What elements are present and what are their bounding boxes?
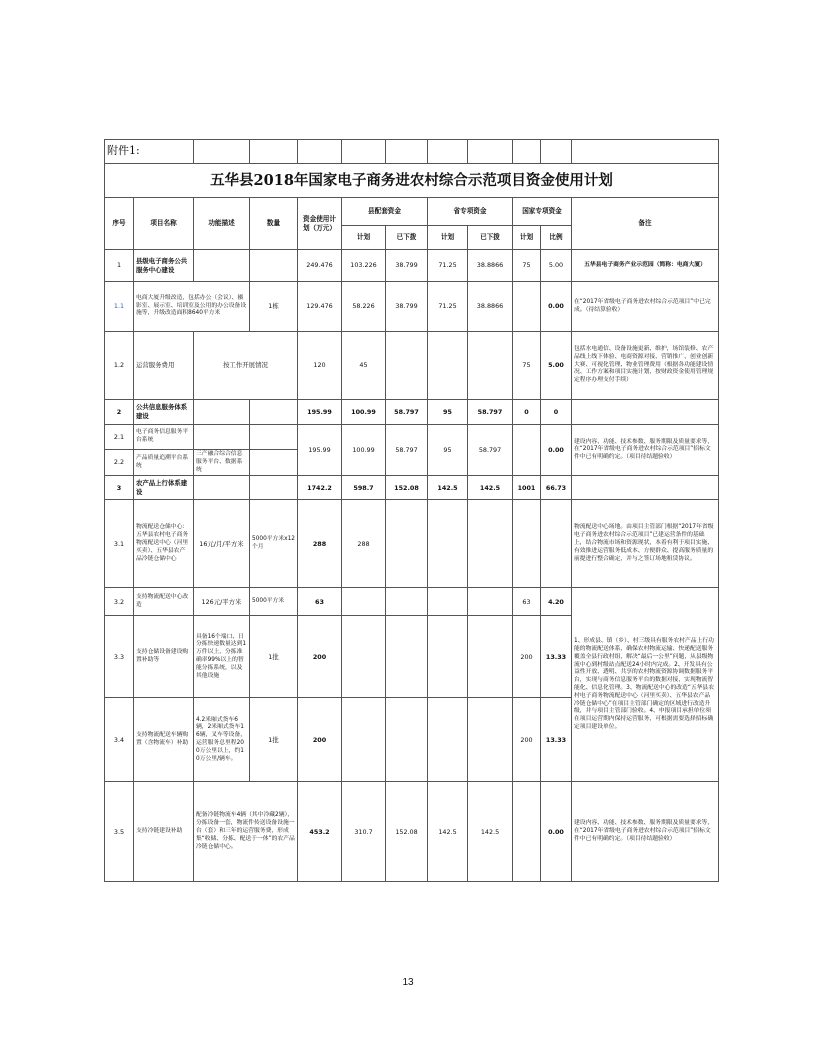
cell-prov-paid: 142.5 xyxy=(468,476,513,500)
cell-county-plan: 598.7 xyxy=(342,476,386,500)
cell-seq: 3.4 xyxy=(105,698,134,782)
table-row xyxy=(105,400,719,425)
cell-nat-plan: 1001 xyxy=(513,476,541,500)
cell-budget: 249.476 xyxy=(298,250,342,282)
cell-budget: 195.99 xyxy=(298,400,342,425)
cell-county-paid: 38.799 xyxy=(386,250,428,282)
cell-ratio: 13.33 xyxy=(541,616,572,698)
cell-county-plan: 310.7 xyxy=(342,782,386,882)
cell-prov-plan: 142.5 xyxy=(428,476,468,500)
cell-prov-paid xyxy=(468,500,513,588)
cell-note: 五华县电子商务产业示范园（简称：电商大厦） xyxy=(572,250,719,282)
cell-name: 物流配送仓储中心：五华县农村电子商务物流配送中心（河里买卖）、五华县农产品冷链仓储中心 xyxy=(134,500,194,588)
header-qty: 数量 xyxy=(250,198,298,250)
title-row xyxy=(105,164,719,198)
cell-name: 县级电子商务公共服务中心建设 xyxy=(134,250,194,282)
header-county-paid: 已下拨 xyxy=(386,226,428,250)
cell-note: 在“2017年省级电子商务进农村综合示范项目”中已完成。（待结算验收） xyxy=(572,282,719,332)
cell-county-paid xyxy=(386,332,428,400)
cell-seq: 3 xyxy=(105,476,134,500)
header-name: 项目名称 xyxy=(134,198,194,250)
cell-budget: 1742.2 xyxy=(298,476,342,500)
cell-nat-plan: 75 xyxy=(513,250,541,282)
cell-nat-plan: 200 xyxy=(513,698,541,782)
cell-nat-plan: 200 xyxy=(513,616,541,698)
header-county-plan: 计划 xyxy=(342,226,386,250)
header-national: 国家专项资金 xyxy=(513,198,572,226)
cell-county-plan: 103.226 xyxy=(342,250,386,282)
page-title: 五华县2018年国家电子商务进农村综合示范项目资金使用计划 xyxy=(105,164,719,198)
cell-county-plan xyxy=(342,588,386,616)
cell-prov-paid: 38.8866 xyxy=(468,282,513,332)
table-row xyxy=(105,425,719,450)
cell-prov-plan: 95 xyxy=(428,400,468,425)
cell-prov-paid xyxy=(468,332,513,400)
header-row-1 xyxy=(105,198,719,226)
cell-seq: 3.5 xyxy=(105,782,134,882)
cell-county-paid: 152.08 xyxy=(386,476,428,500)
cell-qty xyxy=(250,400,298,425)
cell-county-paid: 38.799 xyxy=(386,282,428,332)
table-row xyxy=(105,476,719,500)
cell-content: 4.2米厢式货车6辆，2米厢式货车16辆，叉车等设备，运营服务总里程200万公里以上，约10万公里/辆车。 xyxy=(194,698,250,782)
cell-nat-plan: 75 xyxy=(513,332,541,400)
cell-budget: 129.476 xyxy=(298,282,342,332)
cell-qty: 1批 xyxy=(250,616,298,698)
header-seq: 序号 xyxy=(105,198,134,250)
cell-county-plan: 288 xyxy=(342,500,386,588)
header-prov-plan: 计划 xyxy=(428,226,468,250)
header-note: 备注 xyxy=(572,198,719,250)
table-row xyxy=(105,332,719,400)
cell-ratio: 13.33 xyxy=(541,698,572,782)
cell-seq: 1.1 xyxy=(105,282,134,332)
cell-county-paid xyxy=(386,588,428,616)
cell-note xyxy=(572,400,719,425)
cell-content xyxy=(194,425,250,450)
cell-county-paid: 58.797 xyxy=(386,400,428,425)
cell-name: 产品质量追溯平台系统 xyxy=(134,450,194,476)
cell-prov-plan xyxy=(428,698,468,782)
cell-note: 物流配送中心场地。由项目主管部门根据“2017年省级电子商务进农村综合示范项目”已建运营条件的基础上，结合物流市场和资源现状，本着有利于项目实施、有效推进运营服务低成本、方便群众、提高服务质量的前提进行整合确定，并与之签订场地租赁协议。 xyxy=(572,500,719,588)
cell-nat-plan xyxy=(513,425,541,476)
cell-qty xyxy=(250,425,298,450)
cell-prov-plan xyxy=(428,500,468,588)
cell-county-plan xyxy=(342,698,386,782)
cell-county-paid xyxy=(386,616,428,698)
attachment-row xyxy=(105,140,719,164)
funding-plan-table xyxy=(104,139,719,882)
cell-qty: 1批 xyxy=(250,698,298,782)
cell-seq: 2.1 xyxy=(105,425,134,450)
cell-ratio: 66.73 xyxy=(541,476,572,500)
cell-seq: 2.2 xyxy=(105,450,134,476)
header-nat-ratio: 比例 xyxy=(541,226,572,250)
cell-name: 支持仓储设备建设购置补助等 xyxy=(134,616,194,698)
cell-content xyxy=(194,476,250,500)
cell-name: 农产品上行体系建设 xyxy=(134,476,194,500)
cell-nat-plan xyxy=(513,282,541,332)
cell-ratio: 5.00 xyxy=(541,250,572,282)
cell-county-paid: 58.797 xyxy=(386,425,428,476)
cell-prov-plan: 95 xyxy=(428,425,468,476)
cell-county-plan: 100.99 xyxy=(342,400,386,425)
cell-qty xyxy=(250,476,298,500)
attachment-label: 附件1: xyxy=(105,140,194,164)
cell-content: 具备16个端口、日分拣快递数量达到1万件以上，分拣准确率99%以上的智能分拣系统，以及其他设施 xyxy=(194,616,250,698)
cell-nat-plan xyxy=(513,782,541,882)
header-province: 省专项资金 xyxy=(428,198,513,226)
cell-nat-plan: 0 xyxy=(513,400,541,425)
cell-prov-plan xyxy=(428,616,468,698)
cell-seq: 1.2 xyxy=(105,332,134,400)
cell-qty: 5000平方米 xyxy=(250,588,298,616)
cell-prov-paid: 58.797 xyxy=(468,425,513,476)
cell-content xyxy=(194,400,250,425)
cell-prov-paid: 142.5 xyxy=(468,782,513,882)
cell-budget: 200 xyxy=(298,698,342,782)
cell-ratio: 5.00 xyxy=(541,332,572,400)
cell-budget: 63 xyxy=(298,588,342,616)
page-number: 13 xyxy=(402,977,414,988)
cell-nat-plan xyxy=(513,500,541,588)
cell-ratio: 0.00 xyxy=(541,282,572,332)
cell-note: 建设内容、功能、技术参数、服务期限及质量要求等，在“2017年省级电子商务进农村综合示范项目”招标文件中已有明确约定。（项目待结题验收） xyxy=(572,425,719,476)
cell-name: 运营服务费用 xyxy=(134,332,194,400)
cell-prov-paid xyxy=(468,616,513,698)
cell-budget: 288 xyxy=(298,500,342,588)
header-nat-plan: 计划 xyxy=(513,226,541,250)
cell-name: 公共信息服务体系建设 xyxy=(134,400,194,425)
cell-budget: 453.2 xyxy=(298,782,342,882)
cell-ratio xyxy=(541,500,572,588)
cell-name: 电子商务信息服务平台系统 xyxy=(134,425,194,450)
cell-ratio: 0.00 xyxy=(541,782,572,882)
cell-budget: 195.99 xyxy=(298,425,342,476)
cell-qty xyxy=(250,250,298,282)
cell-note: 包括水电通信、设备设施更新、维护，场馆装修、农产品线上线下体验、电商资源对接、营销推广、创业创新大赛、可视化管理、物业管理费用（根据各功能建设情况、工作方案和项目实施计划，按财政资金使用管理规定程序办理支付手续） xyxy=(572,332,719,400)
cell-seq: 1 xyxy=(105,250,134,282)
header-content: 功能描述 xyxy=(194,198,250,250)
cell-seq: 3.2 xyxy=(105,588,134,616)
cell-name: 电商大厦升级改造，包括办公（会议）、摄影室、展示室、培训室及公用的办公设备设施等，升级改造面积8640平方米 xyxy=(134,282,250,332)
table-row xyxy=(105,588,719,616)
cell-county-plan: 100.99 xyxy=(342,425,386,476)
cell-ratio: 0.00 xyxy=(541,425,572,476)
cell-content: 配备冷链物流车4辆（其中冷藏2辆），分拣设备一套，物流件传送设备设施一台（套）和三年的运营服务费，形成集“收储、分拣、配送于一体”的农产品冷链仓储中心。 xyxy=(194,782,298,882)
cell-ratio: 4.20 xyxy=(541,588,572,616)
cell-county-paid xyxy=(386,698,428,782)
table-row xyxy=(105,782,719,882)
cell-nat-plan: 63 xyxy=(513,588,541,616)
cell-name: 支持冷链建设补助 xyxy=(134,782,194,882)
table-row xyxy=(105,500,719,588)
cell-prov-paid xyxy=(468,698,513,782)
cell-county-plan xyxy=(342,616,386,698)
cell-prov-plan: 71.25 xyxy=(428,282,468,332)
table-row xyxy=(105,250,719,282)
header-budget: 资金使用计划（万元） xyxy=(298,198,342,250)
cell-seq: 3.3 xyxy=(105,616,134,698)
cell-qty: 1栋 xyxy=(250,282,298,332)
cell-prov-plan: 71.25 xyxy=(428,250,468,282)
cell-qty: 5000平方米x12个月 xyxy=(250,500,298,588)
header-county: 县配套资金 xyxy=(342,198,428,226)
cell-ratio: 0 xyxy=(541,400,572,425)
cell-name: 支持物流配送车辆购置（含物流车）补助 xyxy=(134,698,194,782)
cell-qty xyxy=(250,450,298,476)
cell-prov-plan xyxy=(428,332,468,400)
cell-prov-paid: 58.797 xyxy=(468,400,513,425)
cell-prov-paid xyxy=(468,588,513,616)
cell-content xyxy=(194,250,250,282)
cell-seq: 2 xyxy=(105,400,134,425)
cell-content: 三产融合综合信息服务平台、数据系统 xyxy=(194,450,250,476)
cell-prov-paid: 38.8866 xyxy=(468,250,513,282)
cell-prov-plan xyxy=(428,588,468,616)
cell-content: 126元/平方米 xyxy=(194,588,250,616)
header-prov-paid: 已下拨 xyxy=(468,226,513,250)
cell-county-plan: 58.226 xyxy=(342,282,386,332)
cell-seq: 3.1 xyxy=(105,500,134,588)
cell-county-plan: 45 xyxy=(342,332,386,400)
cell-content: 按工作开展情况 xyxy=(194,332,298,400)
cell-note xyxy=(572,476,719,500)
cell-note: 建设内容、功能、技术参数、服务期限及质量要求等，在“2017年省级电子商务进农村综合示范项目”招标文件中已有明确约定。（项目待结题验收） xyxy=(572,782,719,882)
cell-budget: 200 xyxy=(298,616,342,698)
cell-prov-plan: 142.5 xyxy=(428,782,468,882)
table-row xyxy=(105,282,719,332)
cell-county-paid xyxy=(386,500,428,588)
cell-name: 支持物流配送中心改造 xyxy=(134,588,194,616)
cell-content: 16元/月/平方米 xyxy=(194,500,250,588)
cell-budget: 120 xyxy=(298,332,342,400)
cell-county-paid: 152.08 xyxy=(386,782,428,882)
cell-note: 1、形成县、镇（乡）、村三级具有服务农村产品上行功能的物流配送体系，确保农村物流运输、快递配送服务覆盖全县行政村组，解决“最后一公里”问题，从县级物流中心到村级站点配送24小时内完成。2、开发具有公益性开放、透明、共享的农村物流资源协调数据服务平台，实现与商务信息服务平台的数据对接，实现物流智能化、信息化管理。3、物流配送中心的改造“五华县农村电子商务物流配送中心（河里买卖）、五华县农产品冷链仓储中心”在项目主管部门确定的区域进行改造升级，并与项目主管部门验收。4、申报项目承担单位须在项目运营期内保持运营服务，可根据需要选择招标确定项目建设单位。 xyxy=(572,588,719,782)
